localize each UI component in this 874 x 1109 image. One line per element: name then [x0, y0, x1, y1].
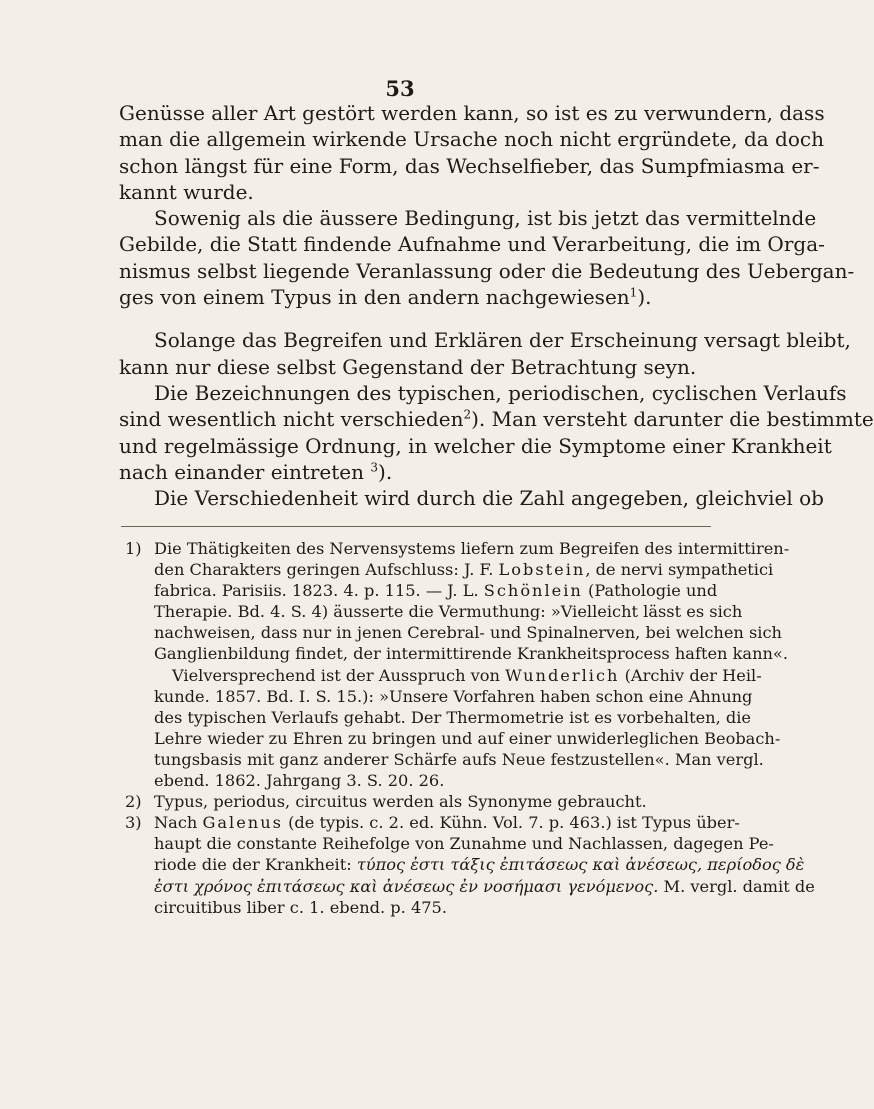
footnote-line: haupt die constante Reihefolge von Zunahme und Nachlassen, dagegen Pe-	[154, 834, 774, 854]
footnote-1	[121, 538, 790, 791]
footnote-line	[154, 812, 815, 833]
footnote-line	[154, 854, 815, 875]
text-run: fabrica. Parisiis. 1823. 4. p. 115. — J. L.	[154, 581, 484, 601]
footnote-number: 1)	[125, 539, 142, 558]
footnote-line	[154, 580, 789, 601]
footnote-3	[121, 812, 815, 917]
text-run: (Pathologie und	[582, 581, 718, 601]
footnote-ref: 3	[370, 460, 379, 475]
text-line	[119, 284, 712, 310]
footnote-body	[154, 812, 815, 917]
text-line: kannt wurde.	[119, 179, 254, 204]
footnote-line: nachweisen, dass nur in jenen Cerebral- und Spinalnerven, bei welchen sich	[154, 623, 782, 643]
text-run: sind wesentlich nicht verschieden	[119, 407, 464, 432]
text-line: Die Bezeichnungen des typischen, periodischen, cyclischen Verlaufs	[154, 380, 847, 405]
footnote-line: Therapie. Bd. 4. S. 4) äusserte die Vermuthung: »Vielleicht lässt es sich	[154, 602, 743, 622]
text-run: (Archiv der Heil-	[619, 665, 762, 685]
author-name: Lobstein	[498, 560, 586, 580]
author-name: Wunderlich	[505, 665, 620, 685]
text-run: riode die der Krankheit:	[154, 855, 357, 875]
footnote-line: des typischen Verlaufs gehabt. Der Thermometrie ist es vorbehalten, die	[154, 707, 751, 727]
author-name: Galenus	[202, 813, 283, 833]
text-run: ).	[637, 285, 652, 310]
text-run: (de typis. c. 2. ed. Kühn. Vol. 7. p. 463.) ist Typus über-	[282, 813, 740, 833]
text-line: schon längst für eine Form, das Wechselfieber, das Sumpfmiasma er-	[119, 153, 820, 178]
footnote-body	[154, 791, 711, 812]
footnote-number: 2)	[125, 792, 142, 812]
footnote-line: ebend. 1862. Jahrgang 3. S. 20. 26.	[154, 771, 445, 791]
text-run: den Charakters geringen Aufschluss: J. F.	[154, 560, 499, 580]
footnote-line: circuitibus liber c. 1. ebend. p. 475.	[154, 897, 447, 917]
text-run: nach einander eintreten	[119, 459, 371, 484]
page-number: 53	[385, 76, 415, 101]
footnote-line	[154, 876, 815, 897]
paragraph-4	[119, 380, 874, 485]
text-run: ges von einem Typus in den andern nachgewiesen	[119, 285, 630, 310]
footnote-line: Ganglienbildung findet, der intermittirende Krankheitsprocess haften kann«.	[154, 644, 788, 664]
footnote-number: 3)	[125, 813, 142, 833]
text-line	[119, 459, 712, 485]
text-line: Sowenig als die äussere Bedingung, ist bis jetzt das vermittelnde	[154, 206, 817, 231]
paragraph-2	[119, 205, 855, 310]
author-name: Schönlein	[483, 581, 583, 601]
footnotes	[121, 538, 815, 918]
paragraph-1	[119, 100, 825, 205]
paragraph-3	[119, 327, 851, 380]
footnote-line: Lehre wieder zu Ehren zu bringen und auf einer unwiderleglichen Beobach-	[154, 728, 781, 748]
text-line: Gebilde, die Statt findende Aufnahme und Verarbeitung, die im Orga-	[119, 232, 825, 257]
footnote-body	[154, 538, 789, 791]
text-line: Genüsse aller Art gestört werden kann, so ist es zu verwundern, dass	[119, 101, 825, 125]
footnote-divider	[121, 526, 711, 527]
text-line: Die Verschiedenheit wird durch die Zahl angegeben, gleichviel ob	[154, 486, 824, 511]
text-line: und regelmässige Ordnung, in welcher die Symptome einer Krankheit	[119, 433, 832, 458]
text-run: Nach	[154, 813, 203, 833]
text-run: , de nervi sympathetici	[585, 560, 774, 580]
footnote-line	[154, 559, 789, 580]
footnote-line: Die Thätigkeiten des Nervensystems liefern zum Begreifen des intermittiren-	[154, 539, 790, 558]
footnote-ref: 1	[629, 285, 638, 300]
footnote-line: kunde. 1857. Bd. I. S. 15.): »Unsere Vorfahren haben schon eine Ahnung	[154, 686, 753, 706]
text-line: man die allgemein wirkende Ursache noch nicht ergründete, da doch	[119, 127, 824, 152]
text-run: ).	[378, 459, 393, 484]
text-run: M. vergl. damit de	[658, 876, 815, 896]
footnote-ref: 2	[463, 407, 472, 422]
footnote-line	[154, 665, 789, 686]
text-line	[119, 406, 874, 432]
text-run: ). Man versteht darunter die bestimmte	[471, 407, 874, 432]
greek-quote: τύπος ἐστι τάξις ἐπιτάσεως καὶ ἀνέσεως, περίοδος δὲ	[356, 855, 805, 875]
text-line: nismus selbst liegende Veranlassung oder die Bedeutung des Uebergan-	[119, 258, 855, 283]
text-run: Vielversprechend ist der Ausspruch von	[172, 665, 506, 685]
text-line: Solange das Begreifen und Erklären der Erscheinung versagt bleibt,	[154, 328, 851, 353]
footnote-2	[121, 791, 711, 812]
greek-quote: ἐστι χρόνος ἐπιτάσεως καὶ ἀνέσεως ἐν νοσήμασι γενόμενος.	[154, 876, 659, 896]
body-text	[119, 100, 874, 511]
footnote-line: tungsbasis mit ganz anderer Schärfe aufs Neue festzustellen«. Man vergl.	[154, 749, 764, 769]
text-line: kann nur diese selbst Gegenstand der Betrachtung seyn.	[119, 354, 697, 379]
paragraph-5	[119, 485, 824, 511]
footnote-line: Typus, periodus, circuitus werden als Synonyme gebraucht.	[154, 792, 647, 812]
